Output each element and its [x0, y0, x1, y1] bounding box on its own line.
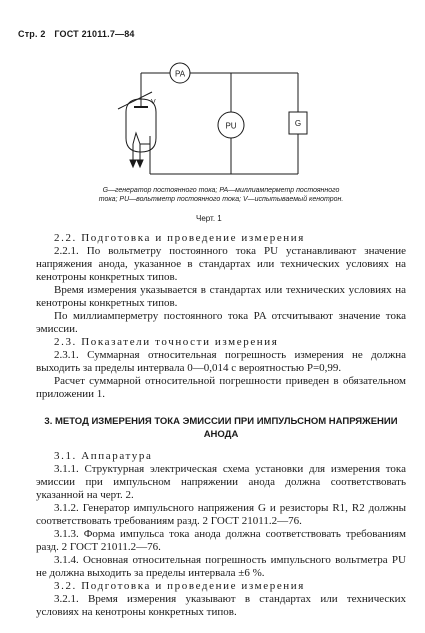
paragraph-3-1-4: 3.1.4. Основная относительная погрешность импульсного вольтметра PU не должна выходить за пределы интервала ±6 %.: [36, 554, 406, 579]
paragraph-3-1-2: 3.1.2. Генератор импульсного напряжения G и резисторы R1, R2 должны соответствовать требованиям разд. 2 ГОСТ 21011.2—76.: [36, 502, 406, 527]
label-g: G: [294, 119, 302, 128]
heading-3-2: 3.2. Подготовка и проведение измерения: [54, 580, 305, 592]
paragraph-pa: По миллиамперметру постоянного тока PA отсчитывают значение тока эмиссии.: [36, 310, 406, 335]
paragraph-2-2-1: 2.2.1. По вольтметру постоянного тока PU устанавливают значение напряжения анода, указанное в стандартах или технических условиях на кенотроны конкретных типов.: [36, 245, 406, 283]
heading-3-1: 3.1. Аппаратура: [54, 450, 153, 462]
label-pa: PA: [174, 69, 186, 79]
label-v: V: [151, 99, 156, 106]
document-body: [36, 232, 406, 619]
paragraph-appendix: Расчет суммарной относительной погрешности приведен в обязательном приложении 1.: [36, 375, 406, 400]
figure-caption: G—генератор постоянного тока; PA—миллиамперметр постоянного тока; PU—вольтметр постоянного тока; V—испытываемый кенотрон.: [98, 187, 344, 203]
standard-number: ГОСТ 21011.7—84: [54, 29, 135, 39]
figure-label: Черт. 1: [196, 214, 222, 223]
heading-2-3: 2.3. Показатели точности измерения: [54, 336, 279, 348]
page-number: Стр. 2: [18, 29, 46, 39]
paragraph-3-2-1: 3.2.1. Время измерения указывают в стандартах или технических условиях на кенотроны конкретных типов.: [36, 593, 406, 618]
label-pu: PU: [225, 121, 237, 131]
heading-2-2: 2.2. Подготовка и проведение измерения: [54, 232, 305, 244]
arrow-down-icon: [130, 160, 136, 167]
paragraph-2-3-1: 2.3.1. Суммарная относительная погрешность измерения не должна выходить за пределы интервала 0—0,014 с вероятностью P=0,99.: [36, 349, 406, 374]
circuit-diagram: [0, 0, 425, 200]
paragraph-3-1-1: 3.1.1. Структурная электрическая схема установки для измерения тока эмиссии при импульсном напряжении анода должна соответствовать указанной на черт. 2.: [36, 463, 406, 501]
arrow-down-icon: [137, 160, 143, 167]
section-3-title: 3. МЕТОД ИЗМЕРЕНИЯ ТОКА ЭМИССИИ ПРИ ИМПУЛЬСНОМ НАПРЯЖЕНИИ АНОДА: [44, 416, 398, 440]
paragraph-time: Время измерения указывается в стандартах или технических условиях на кенотроны конкретных типов.: [36, 284, 406, 309]
paragraph-3-1-3: 3.1.3. Форма импульса тока анода должна соответствовать требованиям разд. 2 ГОСТ 21011.2—76.: [36, 528, 406, 553]
